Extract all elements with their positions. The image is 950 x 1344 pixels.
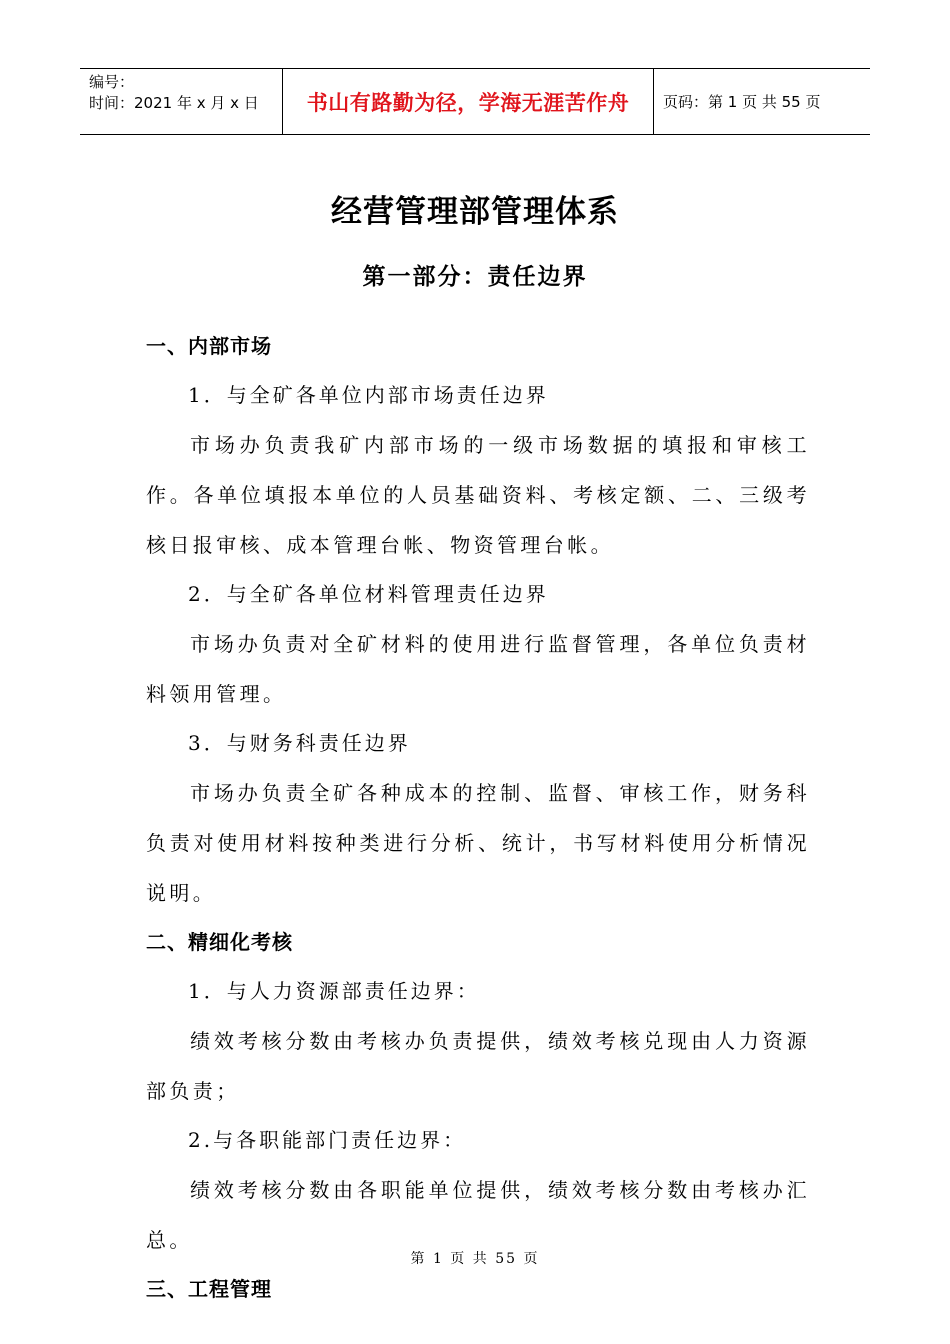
paragraph: 绩效考核分数由考核办负责提供，绩效考核兑现由人力资源部负责； [146,1029,810,1103]
document-body [146,322,810,1314]
paragraph: 市场办负责对全矿材料的使用进行监督管理，各单位负责材料领用管理。 [146,632,810,706]
document-subtitle: 第一部分：责任边界 [362,263,588,290]
item-heading: 1．与全矿各单位内部市场责任边界 [188,383,549,407]
section-refined-assessment [146,918,810,1265]
section-internal-market [146,322,810,918]
section-engineering-management [146,1265,810,1314]
serial-label: 编号： [89,73,135,91]
header-page-info [654,69,870,134]
section-heading: 三、工程管理 [146,1277,272,1301]
header-meta [80,69,282,134]
item-heading: 1．与人力资源部责任边界： [188,979,480,1003]
date-label: 时间：2021 年 x 月 x 日 [89,94,259,112]
motto-text: 书山有路勤为径，学海无涯苦作舟 [306,90,630,115]
page-footer: 第 1 页 共 55 页 [410,1251,540,1267]
paragraph: 绩效考核分数由各职能单位提供，绩效考核分数由考核办汇总。 [146,1178,810,1252]
header-motto [282,69,654,134]
page-label: 页码：第 1 页 共 55 页 [663,93,821,111]
item-heading: 3．与财务科责任边界 [188,731,411,755]
section-heading: 二、精细化考核 [146,930,293,954]
document-title: 经营管理部管理体系 [331,194,619,230]
page-header [80,68,870,135]
item-heading: 2．与全矿各单位材料管理责任边界 [188,582,549,606]
paragraph: 市场办负责全矿各种成本的控制、监督、审核工作，财务科负责对使用材料按种类进行分析、统计，书写材料使用分析情况说明。 [146,781,810,905]
paragraph: 市场办负责我矿内部市场的一级市场数据的填报和审核工作。各单位填报本单位的人员基础资料、考核定额、二、三级考核日报审核、成本管理台帐、物资管理台帐。 [146,433,810,557]
item-heading: 2.与各职能部门责任边界： [188,1128,467,1152]
section-heading: 一、内部市场 [146,334,272,358]
